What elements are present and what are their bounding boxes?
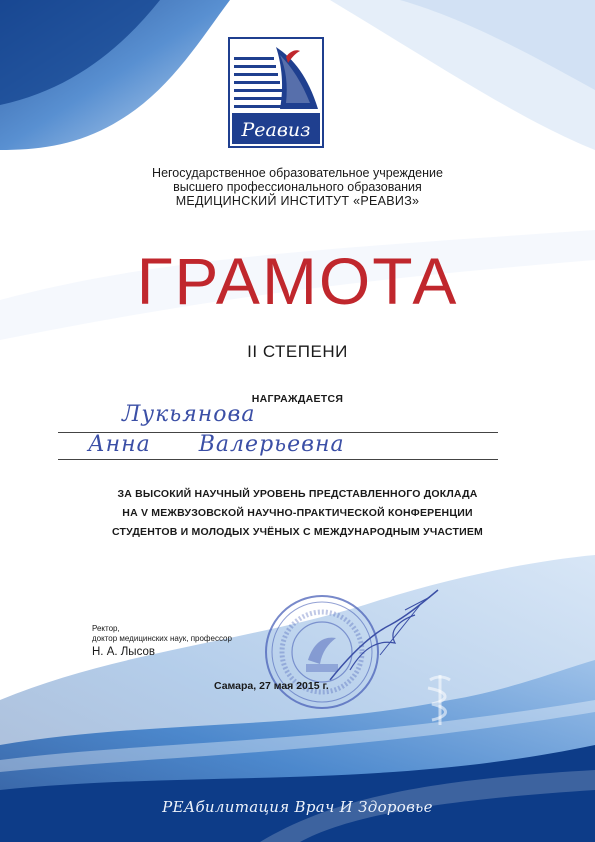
- logo-text: Реавиз: [241, 119, 311, 141]
- recipient-name: Анна Валерьевна: [88, 432, 345, 457]
- signatory-name: Н. А. Лысов: [92, 646, 155, 658]
- reaviz-logo: [228, 37, 324, 148]
- awarded-label: НАГРАЖДАЕТСЯ: [251, 393, 344, 405]
- recipient-surname: Лукьянова: [122, 402, 256, 427]
- institution-line-2: высшего профессионального образования: [173, 180, 422, 194]
- certificate-title: ГРАМОТА: [136, 244, 459, 318]
- place-and-date: Самара, 27 мая 2015 г.: [214, 680, 329, 692]
- institution-line-1: Негосударственное образовательное учреждение: [152, 166, 443, 180]
- signatory-degree: доктор медицинских наук, профессор: [92, 634, 232, 643]
- recipient-line-2: [58, 459, 498, 460]
- motto: РЕАбилитация Врач И Здоровье: [162, 798, 433, 816]
- reason-line-1: ЗА ВЫСОКИЙ НАУЧНЫЙ УРОВЕНЬ ПРЕДСТАВЛЕННОГО ДОКЛАДА: [117, 488, 478, 500]
- signatory-position: Ректор,: [92, 624, 120, 633]
- caduceus-icon: [410, 670, 470, 730]
- reason-line-2: НА V МЕЖВУЗОВСКОЙ НАУЧНО-ПРАКТИЧЕСКОЙ КОНФЕРЕНЦИИ: [122, 507, 473, 519]
- reason-line-3: СТУДЕНТОВ И МОЛОДЫХ УЧЁНЫХ С МЕЖДУНАРОДНЫМ УЧАСТИЕМ: [112, 526, 483, 538]
- certificate-degree: II СТЕПЕНИ: [247, 342, 348, 361]
- institution-name: МЕДИЦИНСКИЙ ИНСТИТУТ «РЕАВИЗ»: [175, 194, 420, 208]
